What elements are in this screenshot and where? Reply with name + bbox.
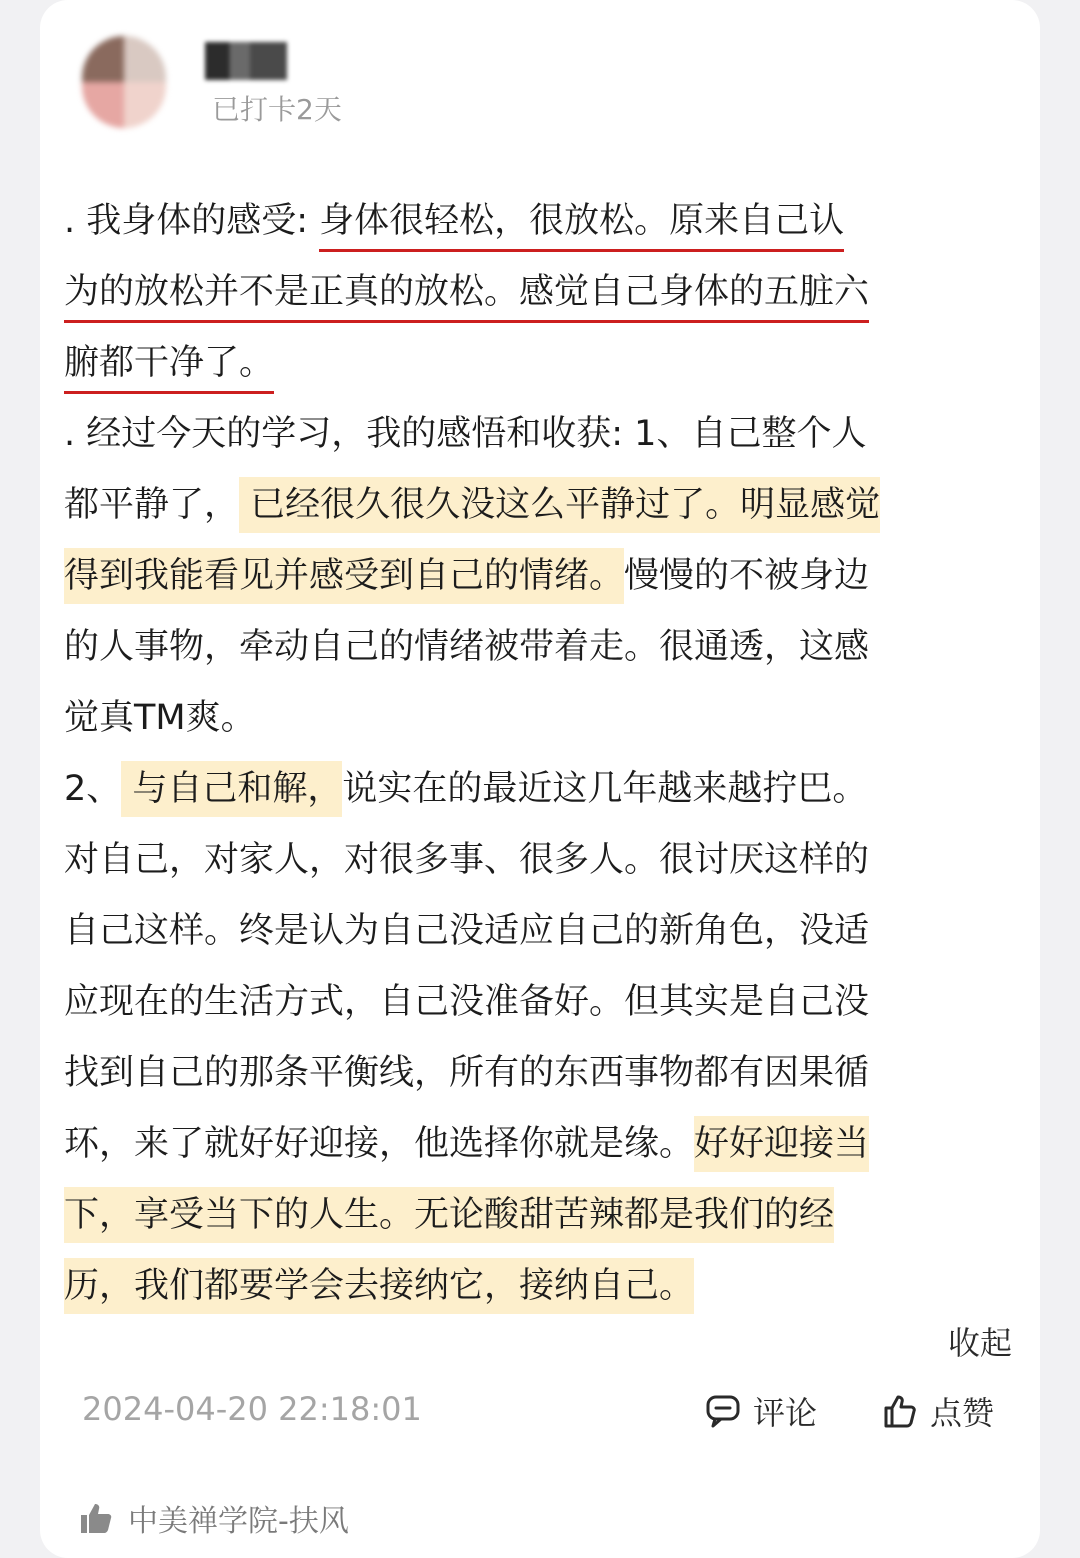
post-line (64, 541, 1004, 612)
post-line (64, 399, 1004, 470)
highlighted-text: 与自己和解， (121, 761, 342, 817)
highlighted-text: 历，我们都要学会去接纳它，接纳自己。 (64, 1258, 694, 1314)
post-line (64, 967, 1004, 1038)
post-line (64, 1109, 1004, 1180)
avatar[interactable] (82, 36, 166, 128)
post-line (64, 612, 1004, 683)
post-text: 说实在的最近这几年越来越拧巴。 (342, 769, 868, 809)
post-line (64, 825, 1004, 896)
thumbs-up-filled-icon (78, 1500, 114, 1536)
post-text: . 我身体的感受: (64, 201, 320, 241)
post-timestamp: 2024-04-20 22:18:01 (82, 1390, 422, 1428)
checkin-status: 已打卡2天 (212, 93, 342, 126)
post-line (64, 470, 1004, 541)
post-line (64, 683, 1004, 754)
like-label: 点赞 (930, 1394, 995, 1432)
post-line (64, 186, 1004, 257)
likes-footer (78, 1496, 349, 1540)
post-text: 觉真TM爽。 (64, 698, 256, 738)
post-body (64, 186, 1004, 1322)
liker-name[interactable]: 中美禅学院-扶风 (128, 1504, 349, 1539)
highlighted-text: 好好迎接当 (694, 1116, 869, 1172)
highlighted-text: 已经很久很久没这么平静过了。明显感觉 (239, 477, 880, 533)
post-text: 找到自己的那条平衡线，所有的东西事物都有因果循 (64, 1053, 870, 1093)
collapse-button[interactable]: 收起 (948, 1324, 1013, 1362)
post-text: 对自己，对家人，对很多事、很多人。很讨厌这样的 (64, 840, 870, 880)
post-line (64, 1251, 1004, 1322)
post-line (64, 1180, 1004, 1251)
highlighted-text: 下，享受当下的人生。无论酸甜苦辣都是我们的经 (64, 1187, 834, 1243)
post-text: 都平静了， (64, 485, 240, 525)
post-text: 的人事物，牵动自己的情绪被带着走。很通透，这感 (64, 627, 870, 667)
comment-label: 评论 (753, 1394, 818, 1432)
post-text: 慢慢的不被身边 (624, 556, 870, 596)
post-text: 环，来了就好好迎接，他选择你就是缘。 (64, 1124, 695, 1164)
post-line (64, 896, 1004, 967)
comment-button[interactable] (705, 1388, 817, 1434)
thumbs-up-icon (882, 1393, 918, 1429)
post-text: 应现在的生活方式，自己没准备好。但其实是自己没 (64, 982, 870, 1022)
post-line (64, 257, 1004, 328)
underlined-text: 为的放松并不是正真的放松。感觉自己身体的五脏六 (64, 272, 869, 323)
like-button[interactable] (882, 1388, 994, 1434)
post-line (64, 1038, 1004, 1109)
post-text: 2、 (64, 769, 122, 809)
username-blurred[interactable] (205, 42, 287, 80)
post-text: 自己这样。终是认为自己没适应自己的新角色，没适 (64, 911, 870, 951)
post-line (64, 754, 1004, 825)
post-line (64, 328, 1004, 399)
highlighted-text: 得到我能看见并感受到自己的情绪。 (64, 548, 624, 604)
comment-icon (705, 1393, 741, 1429)
post-text: . 经过今天的学习，我的感悟和收获: 1、自己整个人 (64, 414, 867, 454)
underlined-text: 腑都干净了。 (64, 343, 274, 394)
underlined-text: 身体很轻松，很放松。原来自己认 (319, 201, 844, 252)
